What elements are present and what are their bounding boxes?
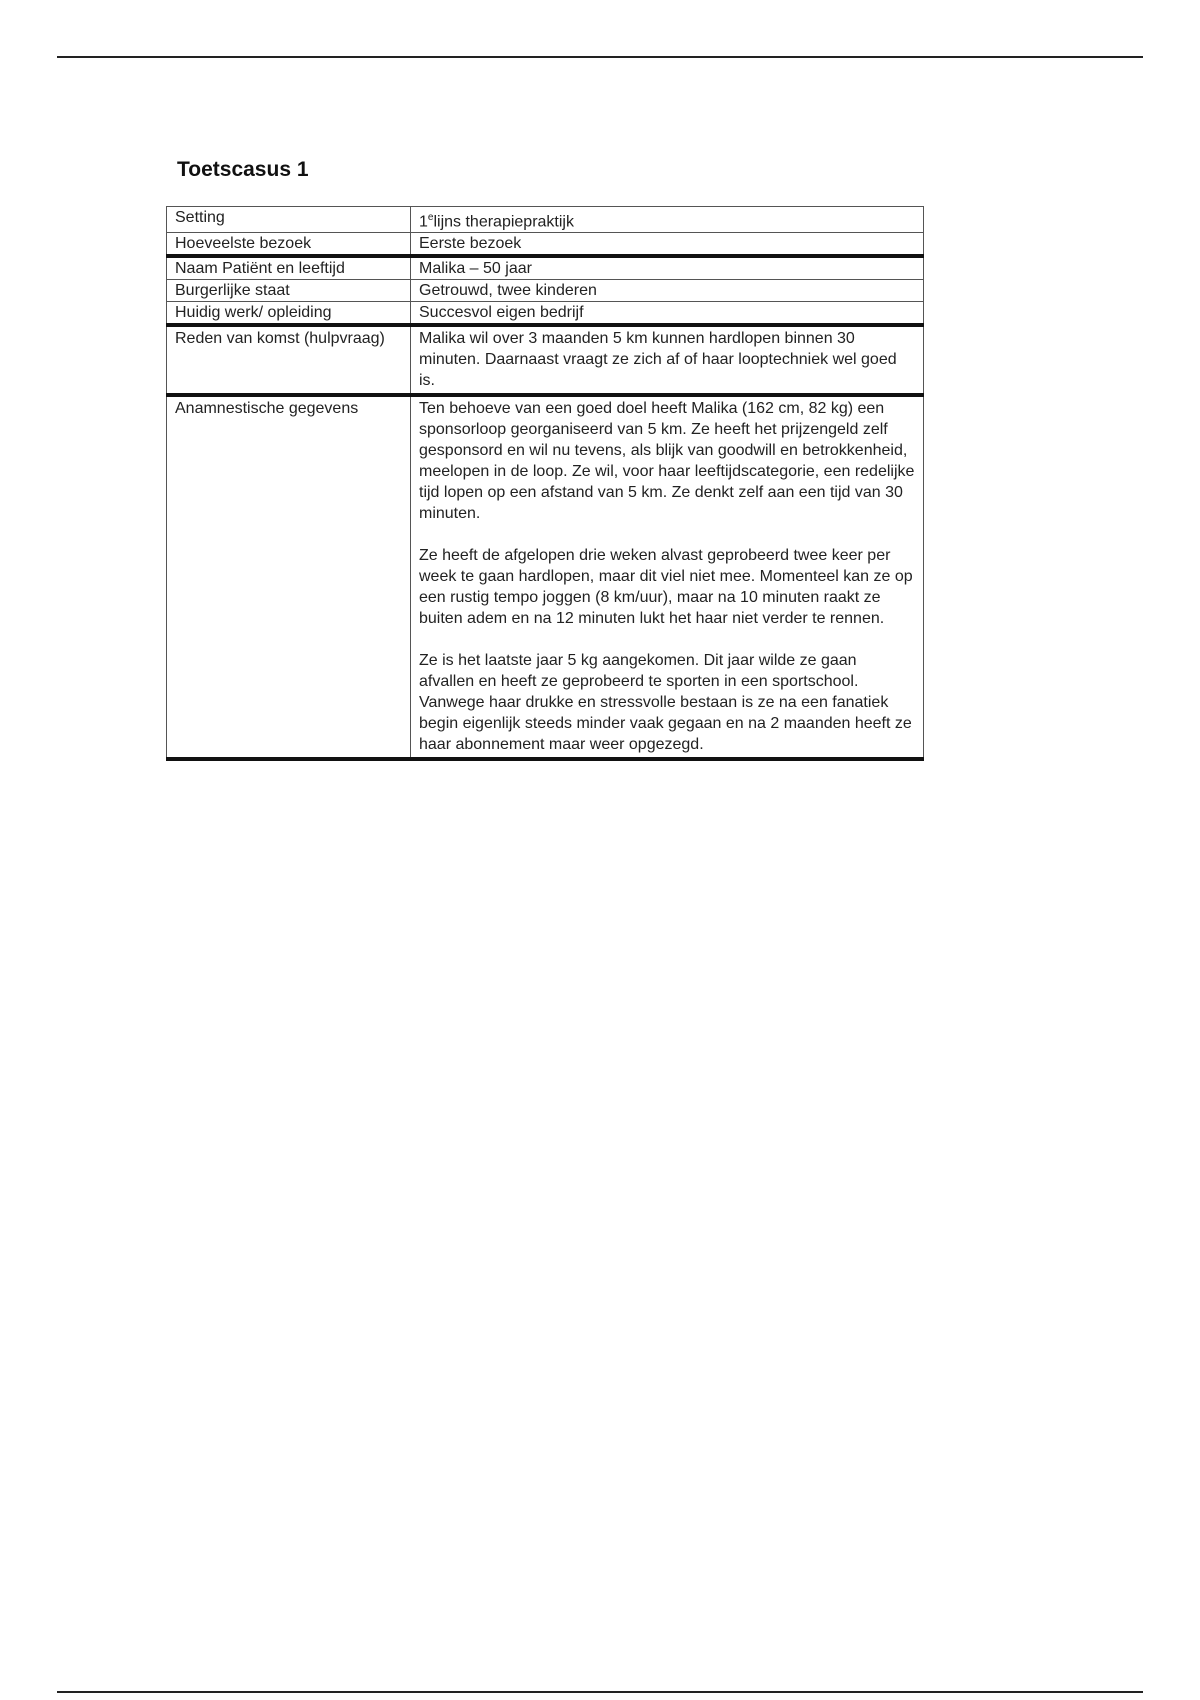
footer-rule <box>57 1691 1143 1693</box>
anamnese-paragraph-2: Ze heeft de afgelopen drie weken alvast geprobeerd twee keer per week te gaan hardlopen, maar dit viel niet mee. Momenteel kan ze op een rustig tempo joggen (8 km/uur), maar na 10 minuten raakt ze buiten adem en na 12 minuten lukt het haar niet verder te rennen. <box>419 547 913 628</box>
row-label-anamnese: Anamnestische gegevens <box>167 395 411 759</box>
row-value-naam: Malika – 50 jaar <box>411 256 924 280</box>
header-rule <box>57 56 1143 58</box>
table-row-bezoek <box>167 233 924 257</box>
table-row-setting <box>167 207 924 233</box>
setting-suffix: lijns therapiepraktijk <box>433 213 574 231</box>
table-row-werk <box>167 302 924 326</box>
row-value-burgerlijk: Getrouwd, twee kinderen <box>411 280 924 302</box>
row-label-werk: Huidig werk/ opleiding <box>167 302 411 326</box>
row-value-reden: Malika wil over 3 maanden 5 km kunnen hardlopen binnen 30 minuten. Daarnaast vraagt ze zich af of haar looptechniek wel goed is. <box>411 325 924 395</box>
row-label-setting: Setting <box>167 207 411 233</box>
row-label-reden: Reden van komst (hulpvraag) <box>167 325 411 395</box>
table-row-naam <box>167 256 924 280</box>
row-value-werk: Succesvol eigen bedrijf <box>411 302 924 326</box>
table-row-burgerlijk <box>167 280 924 302</box>
case-table <box>166 206 924 761</box>
row-value-bezoek: Eerste bezoek <box>411 233 924 257</box>
setting-superscript: e <box>427 212 434 223</box>
row-value-anamnese <box>411 395 924 759</box>
anamnese-paragraph-1: Ten behoeve van een goed doel heeft Malika (162 cm, 82 kg) een sponsorloop georganiseerd van 5 km. Ze heeft het prijzengeld zelf gesponsord en wil nu tevens, als blijk van goodwill en betrokkenheid, meelopen in de loop. Ze wil, voor haar leeftijdscategorie, een redelijke tijd lopen op een afstand van 5 km. Ze denkt zelf aan een tijd van 30 minuten. <box>419 400 915 523</box>
table-row-reden <box>167 325 924 395</box>
table-row-anamnese <box>167 395 924 759</box>
row-label-naam: Naam Patiënt en leeftijd <box>167 256 411 280</box>
row-value-setting <box>411 207 924 233</box>
row-label-bezoek: Hoeveelste bezoek <box>167 233 411 257</box>
page-title: Toetscasus 1 <box>177 158 309 181</box>
row-label-burgerlijk: Burgerlijke staat <box>167 280 411 302</box>
setting-prefix: 1 <box>419 213 428 231</box>
anamnese-paragraph-3: Ze is het laatste jaar 5 kg aangekomen. Dit jaar wilde ze gaan afvallen en heeft ze geprobeerd te sporten in een sportschool. Vanwege haar drukke en stressvolle bestaan is ze na een fanatiek begin eigenlijk steeds minder vaak gegaan en na 2 maanden heeft ze haar abonnement maar weer opgezegd. <box>419 652 912 754</box>
